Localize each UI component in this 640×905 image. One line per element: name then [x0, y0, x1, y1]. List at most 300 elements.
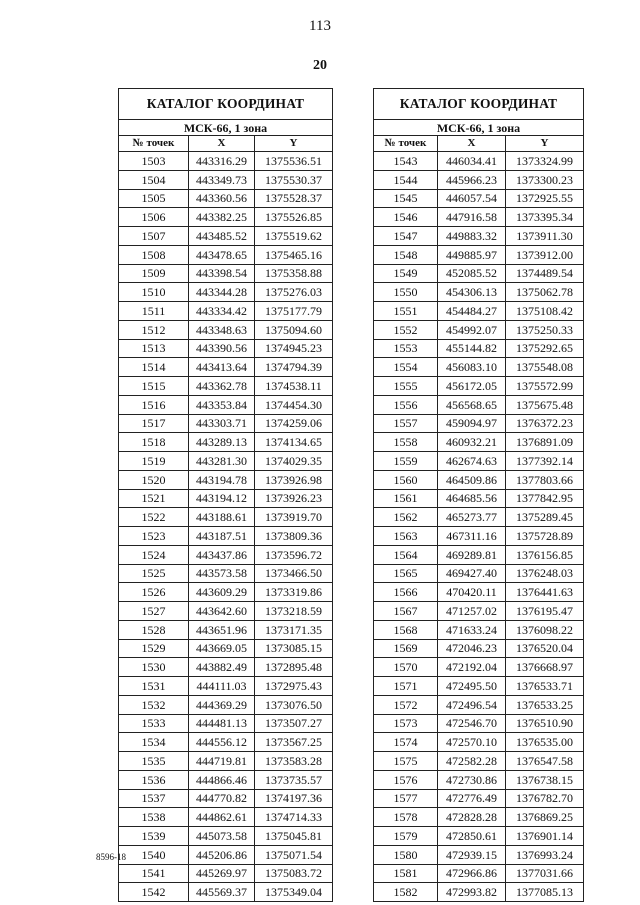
cell-point-number: 1545 [374, 189, 438, 208]
cell-point-number: 1520 [119, 470, 189, 489]
table-row [119, 677, 333, 696]
table-row [374, 583, 584, 602]
cell-x: 443362.78 [189, 377, 255, 396]
table-row [374, 808, 584, 827]
table-row [374, 864, 584, 883]
cell-y: 1375530.37 [255, 170, 333, 189]
cell-point-number: 1527 [119, 602, 189, 621]
cell-point-number: 1569 [374, 639, 438, 658]
table-row [374, 302, 584, 321]
cell-point-number: 1524 [119, 545, 189, 564]
column-header-point-number: № точек [374, 136, 438, 152]
cell-x: 443344.28 [189, 283, 255, 302]
table-row [119, 714, 333, 733]
cell-point-number: 1542 [119, 883, 189, 902]
cell-y: 1372895.48 [255, 658, 333, 677]
cell-x: 464509.86 [438, 470, 506, 489]
cell-y: 1375519.62 [255, 227, 333, 246]
cell-point-number: 1508 [119, 245, 189, 264]
cell-point-number: 1560 [374, 470, 438, 489]
cell-x: 443609.29 [189, 583, 255, 602]
table-row [119, 827, 333, 846]
cell-point-number: 1566 [374, 583, 438, 602]
cell-point-number: 1505 [119, 189, 189, 208]
cell-y: 1373919.70 [255, 508, 333, 527]
cell-y: 1374029.35 [255, 452, 333, 471]
cell-x: 465273.77 [438, 508, 506, 527]
cell-x: 444719.81 [189, 752, 255, 771]
cell-point-number: 1510 [119, 283, 189, 302]
cell-x: 472966.86 [438, 864, 506, 883]
cell-x: 472496.54 [438, 695, 506, 714]
cell-y: 1375045.81 [255, 827, 333, 846]
cell-y: 1376901.14 [506, 827, 584, 846]
cell-x: 454484.27 [438, 302, 506, 321]
table-row [119, 883, 333, 902]
cell-x: 443334.42 [189, 302, 255, 321]
cell-x: 445206.86 [189, 845, 255, 864]
cell-y: 1375071.54 [255, 845, 333, 864]
cell-point-number: 1528 [119, 620, 189, 639]
cell-y: 1376248.03 [506, 564, 584, 583]
table-row [374, 452, 584, 471]
table-row [119, 264, 333, 283]
table-row [119, 302, 333, 321]
cell-point-number: 1536 [119, 770, 189, 789]
cell-y: 1376510.90 [506, 714, 584, 733]
column-header-point-number: № точек [119, 136, 189, 152]
table-row [119, 358, 333, 377]
table-row [119, 377, 333, 396]
cell-y: 1375108.42 [506, 302, 584, 321]
cell-point-number: 1544 [374, 170, 438, 189]
cell-x: 472192.04 [438, 658, 506, 677]
table-row [374, 752, 584, 771]
table-row [374, 152, 584, 171]
table-row [374, 320, 584, 339]
table-row [374, 602, 584, 621]
cell-y: 1373076.50 [255, 695, 333, 714]
cell-x: 443485.52 [189, 227, 255, 246]
cell-y: 1377085.13 [506, 883, 584, 902]
cell-y: 1374197.36 [255, 789, 333, 808]
cell-point-number: 1578 [374, 808, 438, 827]
cell-x: 444862.61 [189, 808, 255, 827]
table-row [374, 658, 584, 677]
table-row [119, 845, 333, 864]
cell-x: 443398.54 [189, 264, 255, 283]
table-row [374, 470, 584, 489]
cell-x: 444481.13 [189, 714, 255, 733]
cell-y: 1375526.85 [255, 208, 333, 227]
cell-x: 447916.58 [438, 208, 506, 227]
cell-point-number: 1568 [374, 620, 438, 639]
table-row [119, 789, 333, 808]
cell-y: 1373583.28 [255, 752, 333, 771]
cell-y: 1375572.99 [506, 377, 584, 396]
cell-y: 1373218.59 [255, 602, 333, 621]
cell-point-number: 1577 [374, 789, 438, 808]
table-row [119, 227, 333, 246]
page-number: 113 [309, 18, 331, 34]
cell-point-number: 1550 [374, 283, 438, 302]
cell-x: 443478.65 [189, 245, 255, 264]
cell-y: 1374489.54 [506, 264, 584, 283]
cell-point-number: 1581 [374, 864, 438, 883]
table-row [119, 395, 333, 414]
cell-point-number: 1546 [374, 208, 438, 227]
cell-point-number: 1572 [374, 695, 438, 714]
table-row [119, 808, 333, 827]
cell-y: 1373507.27 [255, 714, 333, 733]
cell-x: 472850.61 [438, 827, 506, 846]
cell-point-number: 1538 [119, 808, 189, 827]
cell-y: 1373395.34 [506, 208, 584, 227]
table-row [374, 883, 584, 902]
cell-x: 472993.82 [438, 883, 506, 902]
cell-x: 460932.21 [438, 433, 506, 452]
cell-y: 1373912.00 [506, 245, 584, 264]
table-row [374, 433, 584, 452]
cell-y: 1373735.57 [255, 770, 333, 789]
cell-x: 445269.97 [189, 864, 255, 883]
cell-x: 444111.03 [189, 677, 255, 696]
cell-x: 455144.82 [438, 339, 506, 358]
cell-y: 1376520.04 [506, 639, 584, 658]
cell-y: 1373911.30 [506, 227, 584, 246]
cell-point-number: 1523 [119, 527, 189, 546]
cell-y: 1376782.70 [506, 789, 584, 808]
cell-point-number: 1511 [119, 302, 189, 321]
cell-x: 456083.10 [438, 358, 506, 377]
column-header-x: X [438, 136, 506, 152]
cell-x: 472939.15 [438, 845, 506, 864]
footer-code: 8596-18 [96, 852, 126, 862]
cell-y: 1376533.25 [506, 695, 584, 714]
cell-y: 1376156.85 [506, 545, 584, 564]
cell-point-number: 1530 [119, 658, 189, 677]
cell-x: 444770.82 [189, 789, 255, 808]
cell-x: 445569.37 [189, 883, 255, 902]
cell-point-number: 1558 [374, 433, 438, 452]
cell-point-number: 1553 [374, 339, 438, 358]
cell-point-number: 1567 [374, 602, 438, 621]
cell-x: 449885.97 [438, 245, 506, 264]
table-row [119, 658, 333, 677]
cell-x: 469427.40 [438, 564, 506, 583]
cell-y: 1376668.97 [506, 658, 584, 677]
table-row [119, 733, 333, 752]
cell-point-number: 1507 [119, 227, 189, 246]
cell-x: 454992.07 [438, 320, 506, 339]
table-row [119, 864, 333, 883]
cell-point-number: 1503 [119, 152, 189, 171]
cell-y: 1376738.15 [506, 770, 584, 789]
cell-y: 1375675.48 [506, 395, 584, 414]
cell-x: 456172.05 [438, 377, 506, 396]
cell-x: 456568.65 [438, 395, 506, 414]
cell-x: 472495.50 [438, 677, 506, 696]
table-subtitle: МСК-66, 1 зона [119, 120, 333, 136]
cell-y: 1377392.14 [506, 452, 584, 471]
cell-point-number: 1509 [119, 264, 189, 283]
cell-point-number: 1515 [119, 377, 189, 396]
table-row [374, 714, 584, 733]
cell-y: 1375289.45 [506, 508, 584, 527]
table-row [374, 695, 584, 714]
cell-x: 443303.71 [189, 414, 255, 433]
coordinate-table-right [373, 88, 584, 902]
cell-point-number: 1513 [119, 339, 189, 358]
cell-y: 1373319.86 [255, 583, 333, 602]
cell-y: 1372925.55 [506, 189, 584, 208]
cell-x: 443353.84 [189, 395, 255, 414]
cell-point-number: 1562 [374, 508, 438, 527]
cell-x: 443348.63 [189, 320, 255, 339]
table-row [374, 620, 584, 639]
cell-point-number: 1517 [119, 414, 189, 433]
table-row [119, 245, 333, 264]
table-row [374, 208, 584, 227]
cell-x: 443882.49 [189, 658, 255, 677]
cell-x: 471633.24 [438, 620, 506, 639]
cell-y: 1376098.22 [506, 620, 584, 639]
cell-x: 443281.30 [189, 452, 255, 471]
table-row [374, 377, 584, 396]
cell-point-number: 1580 [374, 845, 438, 864]
table-body [119, 152, 333, 902]
table-row [374, 545, 584, 564]
cell-point-number: 1570 [374, 658, 438, 677]
cell-y: 1375536.51 [255, 152, 333, 171]
cell-y: 1372975.43 [255, 677, 333, 696]
cell-point-number: 1549 [374, 264, 438, 283]
cell-y: 1373085.15 [255, 639, 333, 658]
table-title: КАТАЛОГ КООРДИНАТ [374, 89, 584, 120]
cell-y: 1374714.33 [255, 808, 333, 827]
table-row [374, 845, 584, 864]
cell-x: 443349.73 [189, 170, 255, 189]
table-row [119, 470, 333, 489]
cell-point-number: 1543 [374, 152, 438, 171]
table-row [119, 545, 333, 564]
cell-x: 446034.41 [438, 152, 506, 171]
table-row [119, 527, 333, 546]
table-row [374, 227, 584, 246]
cell-point-number: 1548 [374, 245, 438, 264]
table-row [374, 489, 584, 508]
cell-y: 1374454.30 [255, 395, 333, 414]
cell-x: 454306.13 [438, 283, 506, 302]
cell-point-number: 1540 [119, 845, 189, 864]
cell-point-number: 1564 [374, 545, 438, 564]
cell-y: 1375062.78 [506, 283, 584, 302]
cell-y: 1377803.66 [506, 470, 584, 489]
cell-y: 1373926.98 [255, 470, 333, 489]
table-row [374, 639, 584, 658]
cell-y: 1374134.65 [255, 433, 333, 452]
cell-point-number: 1555 [374, 377, 438, 396]
cell-x: 444369.29 [189, 695, 255, 714]
cell-point-number: 1518 [119, 433, 189, 452]
table-row [119, 283, 333, 302]
table-row [374, 189, 584, 208]
cell-y: 1375083.72 [255, 864, 333, 883]
cell-x: 470420.11 [438, 583, 506, 602]
cell-x: 472828.28 [438, 808, 506, 827]
cell-point-number: 1559 [374, 452, 438, 471]
cell-y: 1373809.36 [255, 527, 333, 546]
table-row [374, 789, 584, 808]
table-row [119, 170, 333, 189]
cell-y: 1375528.37 [255, 189, 333, 208]
cell-point-number: 1535 [119, 752, 189, 771]
cell-y: 1376441.63 [506, 583, 584, 602]
cell-x: 443651.96 [189, 620, 255, 639]
cell-x: 444556.12 [189, 733, 255, 752]
cell-point-number: 1516 [119, 395, 189, 414]
cell-x: 443194.78 [189, 470, 255, 489]
table-row [374, 170, 584, 189]
cell-point-number: 1557 [374, 414, 438, 433]
cell-x: 443669.05 [189, 639, 255, 658]
cell-x: 443413.64 [189, 358, 255, 377]
table-row [374, 770, 584, 789]
cell-x: 462674.63 [438, 452, 506, 471]
table-row [374, 733, 584, 752]
cell-x: 472776.49 [438, 789, 506, 808]
cell-x: 443642.60 [189, 602, 255, 621]
cell-x: 444866.46 [189, 770, 255, 789]
cell-point-number: 1531 [119, 677, 189, 696]
cell-x: 445073.58 [189, 827, 255, 846]
cell-point-number: 1579 [374, 827, 438, 846]
column-header-y: Y [255, 136, 333, 152]
cell-point-number: 1504 [119, 170, 189, 189]
table-row [374, 245, 584, 264]
cell-x: 446057.54 [438, 189, 506, 208]
cell-point-number: 1576 [374, 770, 438, 789]
cell-x: 443573.58 [189, 564, 255, 583]
cell-point-number: 1571 [374, 677, 438, 696]
cell-point-number: 1554 [374, 358, 438, 377]
cell-y: 1373324.99 [506, 152, 584, 171]
cell-y: 1375177.79 [255, 302, 333, 321]
table-row [119, 152, 333, 171]
cell-y: 1376372.23 [506, 414, 584, 433]
cell-point-number: 1534 [119, 733, 189, 752]
coordinate-table-left [118, 88, 333, 902]
cell-point-number: 1532 [119, 695, 189, 714]
table-row [374, 339, 584, 358]
cell-point-number: 1521 [119, 489, 189, 508]
cell-point-number: 1526 [119, 583, 189, 602]
table-row [374, 358, 584, 377]
cell-x: 472046.23 [438, 639, 506, 658]
cell-y: 1376195.47 [506, 602, 584, 621]
cell-x: 443316.29 [189, 152, 255, 171]
table-row [119, 583, 333, 602]
table-subtitle: МСК-66, 1 зона [374, 120, 584, 136]
cell-point-number: 1529 [119, 639, 189, 658]
cell-point-number: 1541 [119, 864, 189, 883]
cell-y: 1373596.72 [255, 545, 333, 564]
cell-y: 1375276.03 [255, 283, 333, 302]
cell-y: 1376993.24 [506, 845, 584, 864]
cell-x: 472546.70 [438, 714, 506, 733]
cell-y: 1374945.23 [255, 339, 333, 358]
cell-y: 1377842.95 [506, 489, 584, 508]
cell-y: 1377031.66 [506, 864, 584, 883]
cell-point-number: 1573 [374, 714, 438, 733]
cell-point-number: 1582 [374, 883, 438, 902]
table-row [119, 564, 333, 583]
cell-y: 1375465.16 [255, 245, 333, 264]
cell-x: 443360.56 [189, 189, 255, 208]
cell-point-number: 1506 [119, 208, 189, 227]
cell-point-number: 1512 [119, 320, 189, 339]
table-row [119, 489, 333, 508]
table-row [119, 339, 333, 358]
table-row [119, 320, 333, 339]
cell-y: 1373466.50 [255, 564, 333, 583]
cell-x: 459094.97 [438, 414, 506, 433]
cell-y: 1374794.39 [255, 358, 333, 377]
cell-y: 1375349.04 [255, 883, 333, 902]
cell-point-number: 1522 [119, 508, 189, 527]
cell-y: 1375292.65 [506, 339, 584, 358]
cell-x: 443390.56 [189, 339, 255, 358]
cell-point-number: 1575 [374, 752, 438, 771]
cell-x: 467311.16 [438, 527, 506, 546]
cell-y: 1376533.71 [506, 677, 584, 696]
table-row [374, 264, 584, 283]
table-row [374, 677, 584, 696]
table-row [119, 508, 333, 527]
table-row [374, 283, 584, 302]
table-row [374, 508, 584, 527]
column-header-x: X [189, 136, 255, 152]
cell-x: 443188.61 [189, 508, 255, 527]
cell-x: 471257.02 [438, 602, 506, 621]
cell-x: 449883.32 [438, 227, 506, 246]
cell-y: 1373171.35 [255, 620, 333, 639]
cell-y: 1373567.25 [255, 733, 333, 752]
cell-y: 1376547.58 [506, 752, 584, 771]
cell-x: 443289.13 [189, 433, 255, 452]
table-row [374, 395, 584, 414]
cell-x: 443187.51 [189, 527, 255, 546]
cell-x: 469289.81 [438, 545, 506, 564]
table-row [119, 639, 333, 658]
cell-point-number: 1519 [119, 452, 189, 471]
cell-x: 443382.25 [189, 208, 255, 227]
cell-point-number: 1563 [374, 527, 438, 546]
cell-point-number: 1552 [374, 320, 438, 339]
table-row [374, 527, 584, 546]
cell-x: 443437.86 [189, 545, 255, 564]
cell-x: 443194.12 [189, 489, 255, 508]
cell-x: 452085.52 [438, 264, 506, 283]
cell-y: 1373926.23 [255, 489, 333, 508]
table-row [119, 189, 333, 208]
cell-point-number: 1533 [119, 714, 189, 733]
cell-y: 1375358.88 [255, 264, 333, 283]
cell-x: 472582.28 [438, 752, 506, 771]
cell-y: 1376535.00 [506, 733, 584, 752]
cell-point-number: 1547 [374, 227, 438, 246]
cell-point-number: 1565 [374, 564, 438, 583]
